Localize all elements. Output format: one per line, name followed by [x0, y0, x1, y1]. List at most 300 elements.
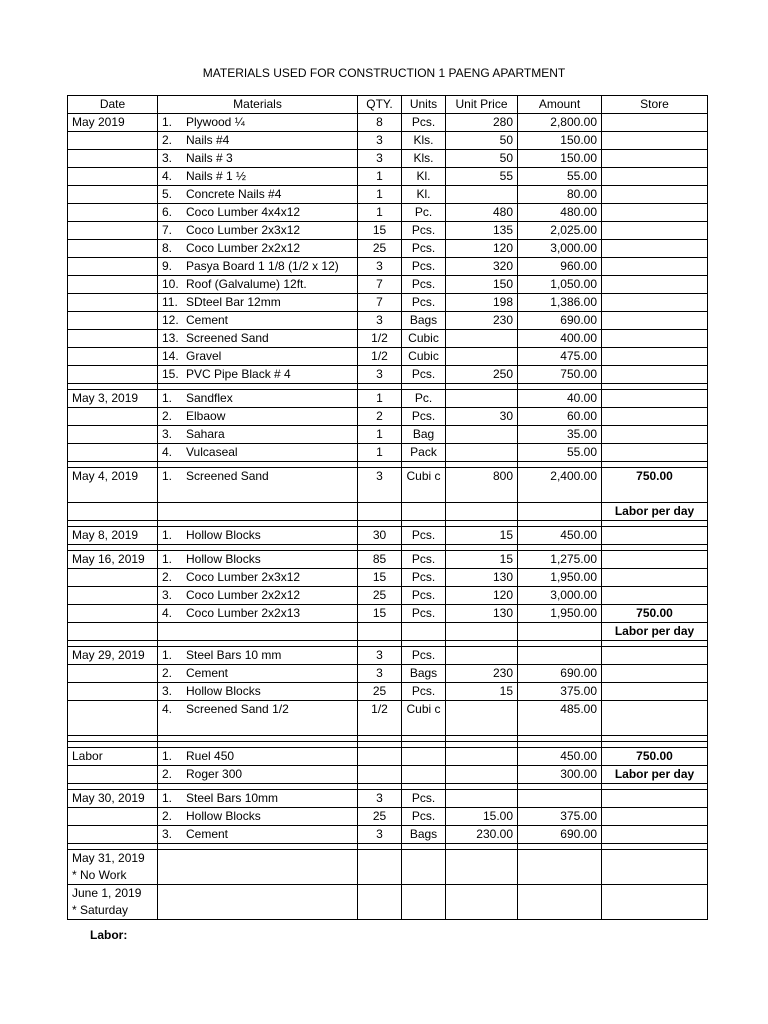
qty-cell: 85	[358, 551, 402, 569]
unit-price-cell: 198	[446, 294, 518, 312]
item-number: 6.	[162, 205, 173, 219]
store-cell	[602, 348, 708, 366]
material-cell	[158, 366, 358, 384]
store-cell	[602, 647, 708, 665]
empty-cell	[358, 623, 402, 641]
store-cell	[602, 366, 708, 384]
materials-table	[67, 95, 708, 920]
empty-cell	[602, 850, 708, 885]
unit-cell: Pcs.	[402, 647, 446, 665]
unit-price-cell: 135	[446, 222, 518, 240]
amount-cell: 690.00	[518, 826, 602, 844]
material-name: Nails # 3	[186, 151, 233, 165]
store-cell	[602, 683, 708, 701]
material-cell	[158, 808, 358, 826]
material-name: Screened Sand	[186, 469, 269, 483]
item-number: 2.	[162, 570, 173, 584]
amount-cell: 450.00	[518, 527, 602, 545]
store-cell	[602, 132, 708, 150]
unit-cell: Cubic	[402, 330, 446, 348]
material-name: Hollow Blocks	[186, 809, 261, 823]
table-row	[68, 276, 708, 294]
material-cell	[158, 132, 358, 150]
amount-cell: 3,000.00	[518, 240, 602, 258]
amount-cell	[518, 790, 602, 808]
material-name: Screened Sand 1/2	[186, 702, 289, 716]
item-number: 3.	[162, 588, 173, 602]
unit-price-cell: 800	[446, 468, 518, 503]
store-cell	[602, 222, 708, 240]
store-cell	[602, 186, 708, 204]
unit-cell	[402, 748, 446, 766]
date-cell	[68, 204, 158, 222]
unit-price-cell: 480	[446, 204, 518, 222]
qty-cell: 25	[358, 587, 402, 605]
date-cell	[68, 294, 158, 312]
material-cell	[158, 444, 358, 462]
material-cell	[158, 408, 358, 426]
material-name: Steel Bars 10 mm	[186, 648, 282, 662]
store-cell	[602, 408, 708, 426]
unit-price-cell: 15	[446, 527, 518, 545]
amount-cell: 960.00	[518, 258, 602, 276]
item-number: 2.	[162, 133, 173, 147]
material-name: PVC Pipe Black # 4	[186, 367, 291, 381]
empty-cell	[446, 850, 518, 885]
document-title: MATERIALS USED FOR CONSTRUCTION 1 PAENG APARTMENT	[202, 66, 566, 80]
date-cell	[68, 665, 158, 683]
item-number: 7.	[162, 223, 173, 237]
material-cell	[158, 294, 358, 312]
date-cell	[68, 168, 158, 186]
amount-cell: 1,386.00	[518, 294, 602, 312]
unit-cell: Kls.	[402, 150, 446, 168]
empty-cell	[358, 503, 402, 521]
unit-price-cell: 320	[446, 258, 518, 276]
material-name: Nails #4	[186, 133, 230, 147]
table-row	[68, 390, 708, 408]
store-cell	[602, 330, 708, 348]
unit-price-cell: 30	[446, 408, 518, 426]
material-cell	[158, 790, 358, 808]
table-row	[68, 366, 708, 384]
empty-cell	[402, 885, 446, 920]
unit-price-cell: 130	[446, 605, 518, 623]
material-cell	[158, 204, 358, 222]
table-body	[68, 114, 708, 920]
qty-cell: 15	[358, 605, 402, 623]
header-materials: Materials	[158, 96, 358, 114]
material-name: Roof (Galvalume) 12ft.	[186, 277, 307, 291]
table-row	[68, 683, 708, 701]
item-number: 15.	[162, 367, 179, 381]
header-units: Units	[402, 96, 446, 114]
material-name: Sandflex	[186, 391, 233, 405]
qty-cell: 3	[358, 826, 402, 844]
qty-cell: 1/2	[358, 701, 402, 736]
table-row	[68, 348, 708, 366]
unit-price-cell: 55	[446, 168, 518, 186]
header-unit-price: Unit Price	[446, 96, 518, 114]
table-row	[68, 551, 708, 569]
date-cell	[68, 569, 158, 587]
empty-cell	[402, 850, 446, 885]
amount-cell: 2,025.00	[518, 222, 602, 240]
material-cell	[158, 665, 358, 683]
date-cell	[68, 683, 158, 701]
material-cell	[158, 258, 358, 276]
amount-cell: 80.00	[518, 186, 602, 204]
amount-cell: 375.00	[518, 683, 602, 701]
unit-cell: Pcs.	[402, 790, 446, 808]
date-cell	[68, 348, 158, 366]
table-row	[68, 258, 708, 276]
amount-cell: 690.00	[518, 312, 602, 330]
date-cell	[68, 366, 158, 384]
header-qty: QTY.	[358, 96, 402, 114]
header-store: Store	[602, 96, 708, 114]
amount-cell: 60.00	[518, 408, 602, 426]
store-cell	[602, 665, 708, 683]
table-row	[68, 647, 708, 665]
unit-cell: Pcs.	[402, 587, 446, 605]
unit-cell: Pack	[402, 444, 446, 462]
item-number: 4.	[162, 169, 173, 183]
unit-cell: Kls.	[402, 132, 446, 150]
amount-cell: 150.00	[518, 132, 602, 150]
unit-cell: Pc.	[402, 390, 446, 408]
qty-cell	[358, 766, 402, 784]
material-name: Plywood ¼	[186, 115, 245, 129]
unit-cell: Kl.	[402, 186, 446, 204]
material-cell	[158, 426, 358, 444]
unit-price-cell	[446, 766, 518, 784]
unit-cell: Kl.	[402, 168, 446, 186]
store-cell: Labor per day	[602, 623, 708, 641]
empty-cell	[518, 503, 602, 521]
store-cell	[602, 551, 708, 569]
store-cell	[602, 527, 708, 545]
material-name: Pasya Board 1 1/8 (1/2 x 12)	[186, 259, 339, 273]
unit-price-cell: 230	[446, 312, 518, 330]
empty-cell	[158, 623, 358, 641]
unit-cell: Cubi c	[402, 701, 446, 736]
unit-cell: Bag	[402, 426, 446, 444]
amount-cell: 2,800.00	[518, 114, 602, 132]
table-row	[68, 150, 708, 168]
unit-cell: Pcs.	[402, 551, 446, 569]
qty-cell: 15	[358, 569, 402, 587]
unit-price-cell: 50	[446, 150, 518, 168]
unit-cell: Cubi c	[402, 468, 446, 503]
unit-cell: Pcs.	[402, 222, 446, 240]
unit-price-cell	[446, 186, 518, 204]
store-cell	[602, 240, 708, 258]
material-cell	[158, 114, 358, 132]
item-number: 14.	[162, 349, 179, 363]
store-cell	[602, 390, 708, 408]
material-cell	[158, 748, 358, 766]
unit-cell: Pcs.	[402, 683, 446, 701]
material-name: Coco Lumber 2x2x12	[186, 241, 301, 255]
unit-cell: Pcs.	[402, 408, 446, 426]
empty-cell	[518, 885, 602, 920]
empty-cell	[446, 623, 518, 641]
item-number: 2.	[162, 809, 173, 823]
empty-cell	[518, 850, 602, 885]
qty-cell: 15	[358, 222, 402, 240]
amount-cell: 150.00	[518, 150, 602, 168]
date-cell	[68, 258, 158, 276]
material-name: Coco Lumber 2x3x12	[186, 223, 301, 237]
store-cell	[602, 294, 708, 312]
amount-cell: 450.00	[518, 748, 602, 766]
store-cell	[602, 826, 708, 844]
empty-cell	[68, 623, 158, 641]
unit-price-cell: 120	[446, 587, 518, 605]
material-cell	[158, 168, 358, 186]
table-row	[68, 222, 708, 240]
material-cell	[158, 766, 358, 784]
qty-cell: 1	[358, 204, 402, 222]
qty-cell: 3	[358, 258, 402, 276]
material-cell	[158, 240, 358, 258]
empty-cell	[518, 623, 602, 641]
date-cell: May 16, 2019	[68, 551, 158, 569]
unit-price-cell	[446, 348, 518, 366]
amount-cell: 1,950.00	[518, 605, 602, 623]
unit-price-cell	[446, 330, 518, 348]
unit-cell: Pcs.	[402, 258, 446, 276]
material-name: Hollow Blocks	[186, 684, 261, 698]
amount-cell: 35.00	[518, 426, 602, 444]
material-cell	[158, 527, 358, 545]
item-number: 4.	[162, 445, 173, 459]
item-number: 5.	[162, 187, 173, 201]
unit-cell: Pcs.	[402, 294, 446, 312]
table-row	[68, 312, 708, 330]
unit-cell: Cubic	[402, 348, 446, 366]
material-cell	[158, 683, 358, 701]
material-name: Cement	[186, 827, 229, 841]
empty-cell	[402, 623, 446, 641]
amount-cell: 750.00	[518, 366, 602, 384]
unit-cell: Pcs.	[402, 240, 446, 258]
header-row	[68, 96, 708, 114]
empty-cell	[602, 885, 708, 920]
date-cell	[68, 444, 158, 462]
qty-cell: 1	[358, 186, 402, 204]
date-cell: May 29, 2019	[68, 647, 158, 665]
material-cell	[158, 150, 358, 168]
item-number: 3.	[162, 827, 173, 841]
footer-labor-label: Labor:	[90, 928, 128, 942]
item-number: 2.	[162, 409, 173, 423]
material-name: Coco Lumber 4x4x12	[186, 205, 301, 219]
store-cell	[602, 426, 708, 444]
material-cell	[158, 468, 358, 503]
table-row	[68, 766, 708, 784]
unit-cell: Pcs.	[402, 527, 446, 545]
item-number: 10.	[162, 277, 179, 291]
table-row	[68, 330, 708, 348]
amount-cell: 300.00	[518, 766, 602, 784]
unit-price-cell	[446, 444, 518, 462]
amount-cell: 475.00	[518, 348, 602, 366]
qty-cell: 25	[358, 808, 402, 826]
table-row	[68, 527, 708, 545]
material-cell	[158, 348, 358, 366]
material-name: Coco Lumber 2x3x12	[186, 570, 301, 584]
unit-cell: Pcs.	[402, 808, 446, 826]
item-number: 11.	[162, 295, 178, 309]
qty-cell	[358, 748, 402, 766]
date-cell: June 1, 2019 * Saturday	[68, 885, 158, 920]
qty-cell: 25	[358, 683, 402, 701]
empty-cell	[68, 503, 158, 521]
date-cell	[68, 766, 158, 784]
material-name: Cement	[186, 666, 229, 680]
labor-note-row	[68, 623, 708, 641]
unit-cell: Pcs.	[402, 605, 446, 623]
table-row	[68, 132, 708, 150]
date-cell: May 4, 2019	[68, 468, 158, 503]
material-cell	[158, 330, 358, 348]
date-cell	[68, 330, 158, 348]
material-name: Ruel 450	[186, 749, 235, 763]
material-name: Vulcaseal	[186, 445, 238, 459]
store-cell	[602, 444, 708, 462]
date-cell	[68, 150, 158, 168]
amount-cell: 2,400.00	[518, 468, 602, 503]
qty-cell: 7	[358, 276, 402, 294]
table-row	[68, 665, 708, 683]
date-cell: May 3, 2019	[68, 390, 158, 408]
unit-price-cell	[446, 390, 518, 408]
material-cell	[158, 701, 358, 736]
item-number: 1.	[162, 469, 173, 483]
table-row	[68, 294, 708, 312]
qty-cell: 1/2	[358, 348, 402, 366]
material-name: Steel Bars 10mm	[186, 791, 279, 805]
table-row	[68, 186, 708, 204]
item-number: 12.	[162, 313, 179, 327]
date-cell	[68, 312, 158, 330]
qty-cell: 3	[358, 468, 402, 503]
unit-cell: Bags	[402, 312, 446, 330]
date-cell	[68, 587, 158, 605]
table-row	[68, 569, 708, 587]
amount-cell: 480.00	[518, 204, 602, 222]
unit-cell: Pcs.	[402, 569, 446, 587]
store-cell	[602, 150, 708, 168]
material-name: Coco Lumber 2x2x12	[186, 588, 301, 602]
date-cell	[68, 408, 158, 426]
table-row	[68, 168, 708, 186]
qty-cell: 3	[358, 665, 402, 683]
date-cell	[68, 701, 158, 736]
amount-cell: 690.00	[518, 665, 602, 683]
store-cell: Labor per day	[602, 766, 708, 784]
item-number: 3.	[162, 427, 173, 441]
material-name: Hollow Blocks	[186, 528, 261, 542]
table-row	[68, 408, 708, 426]
store-cell	[602, 168, 708, 186]
store-cell: 750.00	[602, 748, 708, 766]
store-cell	[602, 587, 708, 605]
amount-cell: 40.00	[518, 390, 602, 408]
table-row	[68, 808, 708, 826]
empty-cell	[446, 885, 518, 920]
empty-cell	[158, 850, 358, 885]
material-cell	[158, 551, 358, 569]
item-number: 1.	[162, 552, 173, 566]
amount-cell: 485.00	[518, 701, 602, 736]
empty-cell	[158, 503, 358, 521]
store-cell	[602, 114, 708, 132]
empty-cell	[358, 885, 402, 920]
qty-cell: 30	[358, 527, 402, 545]
header-date: Date	[68, 96, 158, 114]
qty-cell: 3	[358, 366, 402, 384]
table-row	[68, 204, 708, 222]
store-cell: 750.00	[602, 605, 708, 623]
material-name: Gravel	[186, 349, 222, 363]
item-number: 3.	[162, 684, 173, 698]
material-name: Sahara	[186, 427, 225, 441]
qty-cell: 1	[358, 444, 402, 462]
empty-cell	[358, 850, 402, 885]
table-row	[68, 426, 708, 444]
item-number: 2.	[162, 767, 173, 781]
qty-cell: 1	[358, 390, 402, 408]
qty-cell: 1	[358, 426, 402, 444]
item-number: 1.	[162, 528, 173, 542]
unit-cell: Pcs.	[402, 276, 446, 294]
labor-note-row	[68, 503, 708, 521]
store-cell	[602, 312, 708, 330]
qty-cell: 3	[358, 647, 402, 665]
qty-cell: 3	[358, 150, 402, 168]
unit-price-cell: 15.00	[446, 808, 518, 826]
unit-cell: Bags	[402, 665, 446, 683]
unit-cell: Pcs.	[402, 366, 446, 384]
amount-cell: 1,275.00	[518, 551, 602, 569]
date-cell: May 2019	[68, 114, 158, 132]
amount-cell: 55.00	[518, 444, 602, 462]
item-number: 9.	[162, 259, 173, 273]
date-cell	[68, 132, 158, 150]
store-cell: Labor per day	[602, 503, 708, 521]
unit-price-cell: 230.00	[446, 826, 518, 844]
material-name: Screened Sand	[186, 331, 269, 345]
item-number: 4.	[162, 606, 173, 620]
date-cell: Labor	[68, 748, 158, 766]
header-amount: Amount	[518, 96, 602, 114]
item-number: 1.	[162, 648, 173, 662]
store-cell	[602, 701, 708, 736]
item-number: 8.	[162, 241, 173, 255]
unit-cell: Pcs.	[402, 114, 446, 132]
table-row	[68, 605, 708, 623]
date-cell	[68, 222, 158, 240]
table-row	[68, 701, 708, 736]
qty-cell: 8	[358, 114, 402, 132]
store-cell	[602, 204, 708, 222]
material-cell	[158, 312, 358, 330]
material-cell	[158, 647, 358, 665]
item-number: 1.	[162, 749, 173, 763]
